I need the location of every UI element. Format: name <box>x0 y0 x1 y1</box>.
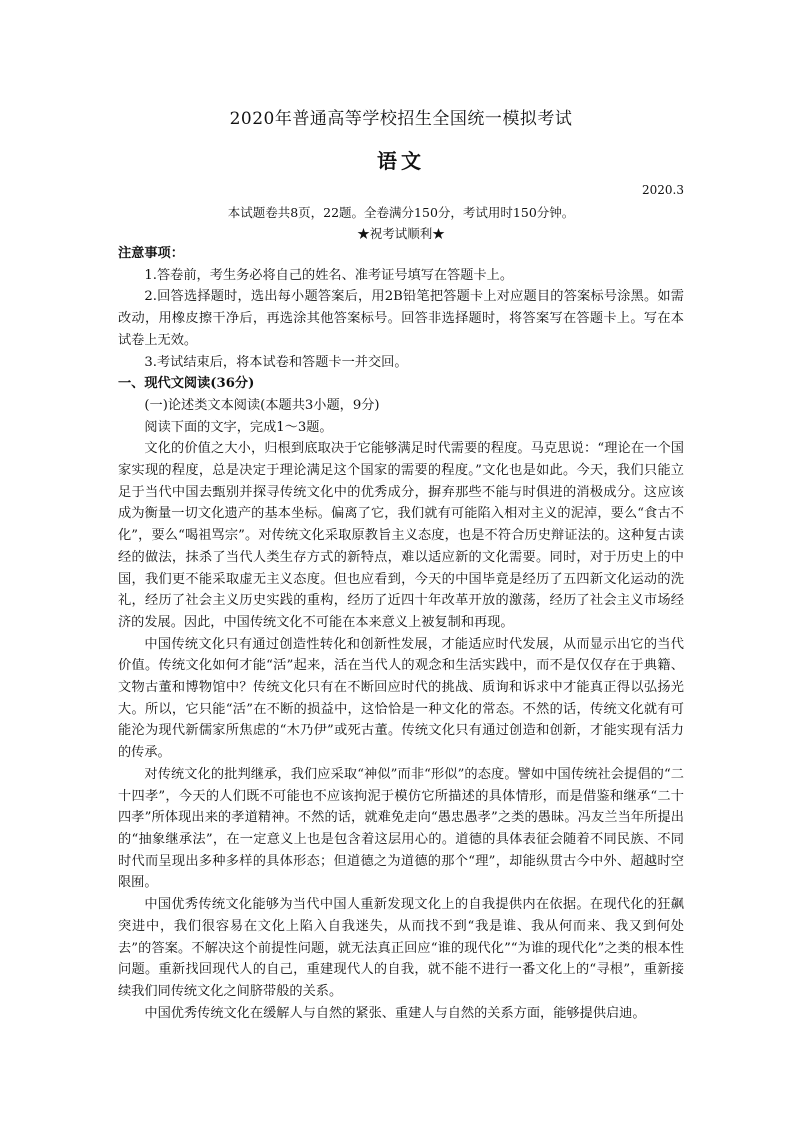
good-luck-line: ★祝考试顺利★ <box>357 226 445 241</box>
passage-paragraph: 中国传统文化只有通过创造性转化和创新性发展，才能适应时代发展，从而显示出它的当代价值。传统文化如何才能“活”起来，活在当代人的观念和生活实践中，而不是仅仅存在于典籍、文物古董和博物馆中？传统文化只有在不断回应时代的挑战、质询和诉求中才能真正得以弘扬光大。所以，它只能“活”在不断的损益中，这恰恰是一种文化的常态。不然的话，传统文化就有可能沦为现代新儒家所焦虑的“木乃伊”或死古董。传统文化只有通过创造和创新，才能实现有活力的传承。 <box>118 636 684 761</box>
notes-heading: 注意事项： <box>118 246 184 261</box>
exam-title: 2020年普通高等学校招生全国统一模拟考试 <box>229 109 573 129</box>
passage-paragraph: 文化的价值之大小，归根到底取决于它能够满足时代需要的程度。马克思说：“理论在一个国家实现的程度，总是决定于理论满足这个国家的需要的程度。”文化也是如此。今天，我们只能立足于当代中国去甄别并探寻传统文化中的优秀成分，摒弃那些不能与时俱进的消极成分。这应该成为衡量一切文化遗产的基本坐标。偏离了它，我们就有可能陷入相对主义的泥淖，要么“食古不化”，要么“喝祖骂宗”。对传统文化采取原教旨主义态度，也是不符合历史辩证法的。这种复古读经的做法，抹杀了当代人类生存方式的新特点，难以适应新的文化需要。同时，对于历史上的中国，我们更不能采取虚无主义态度。但也应看到，今天的中国毕竟是经历了五四新文化运动的洗礼，经历了社会主义历史实践的重构，经历了近四十年改革开放的激荡，经历了社会主义市场经济的发展。因此，中国传统文化不可能在本来意义上被复制和再现。 <box>118 441 684 630</box>
passage-paragraph: 中国优秀传统文化能够为当代中国人重新发现文化上的自我提供内在依据。在现代化的狂飙突进中，我们很容易在文化上陷入自我迷失，从而找不到“我是谁、我从何而来、我又到何处去”的答案。不解决这个前提性问题，就无法真正回应“谁的现代化”“为谁的现代化”之类的根本性问题。重新找回现代人的自己，重建现代人的自我，就不能不进行一番文化上的“寻根”，重新接续我们同传统文化之间脐带般的关系。 <box>118 897 684 999</box>
section-heading: 一、现代文阅读(36分) <box>118 376 255 392</box>
passage-paragraph: 对传统文化的批判继承，我们应采取“神似”而非“形似”的态度。譬如中国传统社会提倡的“二十四孝”，今天的人们既不可能也不应该拘泥于模仿它所描述的具体情形，而是借鉴和继承“二十四孝”所体现出来的孝道精神。不然的话，就难免走向“愚忠愚孝”之类的愚昧。冯友兰当年所提出的“抽象继承法”，在一定意义上也是包含着这层用心的。道德的具体表征会随着不同民族、不同时代而呈现出多种多样的具体形态；但道德之为道德的那个“理”，却能纵贯古今中外、超越时空限囿。 <box>118 766 684 891</box>
passage-paragraph: 中国优秀传统文化在缓解人与自然的紧张、重建人与自然的关系方面，能够提供启迪。 <box>144 1005 646 1021</box>
note-item: 3.考试结束后，将本试卷和答题卡一并交回。 <box>144 354 408 370</box>
exam-info: 本试题卷共8页，22题。全卷满分150分，考试用时150分钟。 <box>227 205 575 220</box>
exam-body <box>118 243 684 1024</box>
note-item: 2.回答选择题时，选出每小题答案后，用2B铅笔把答题卡上对应题目的答案标号涂黑。如需改动，用橡皮擦干净后，再选涂其他答案标号。回答非选择题时，将答案写在答题卡上。写在本试卷上无效。 <box>118 289 684 348</box>
subsection-heading: (一)论述类文本阅读(本题共3小题，9分) <box>144 397 380 413</box>
exam-date: 2020.3 <box>642 183 684 197</box>
reading-instruction: 阅读下面的文字，完成1～3题。 <box>144 419 333 435</box>
subject-title: 语文 <box>377 149 425 173</box>
note-item: 1.答卷前，考生务必将自己的姓名、准考证号填写在答题卡上。 <box>144 267 514 283</box>
